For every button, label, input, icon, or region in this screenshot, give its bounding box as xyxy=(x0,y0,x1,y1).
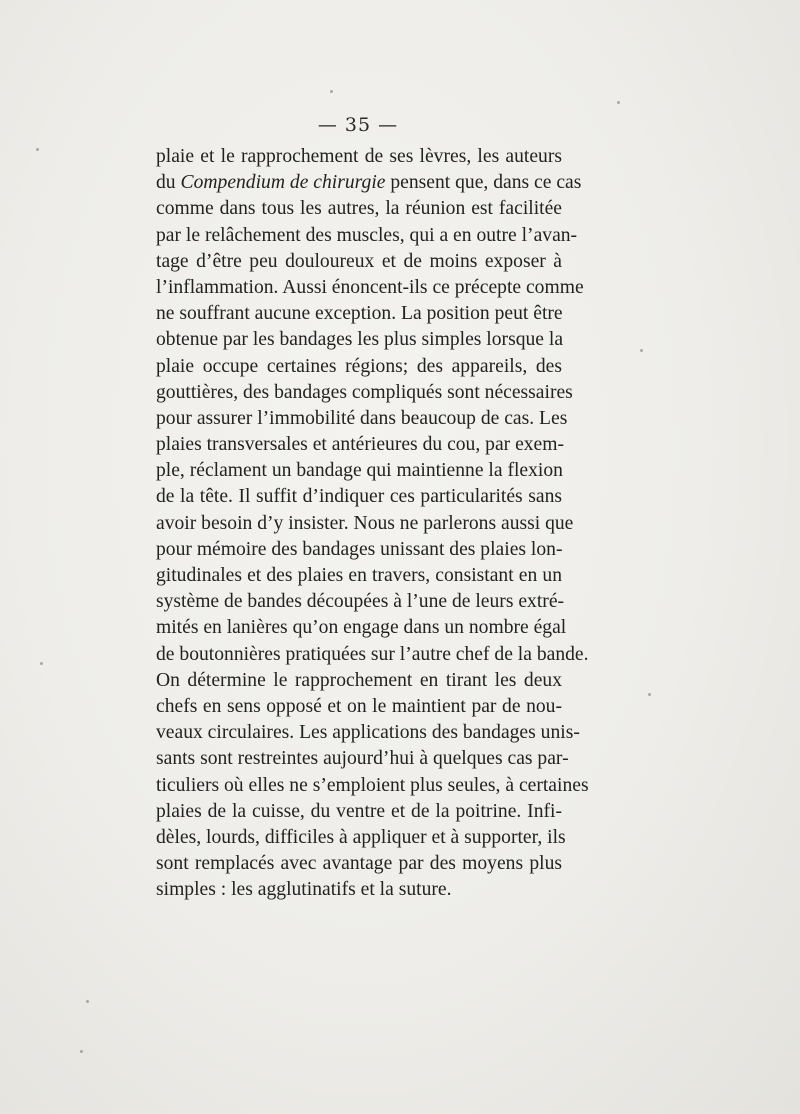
paper-speck xyxy=(330,90,333,93)
paper-speck xyxy=(86,1000,89,1003)
text-line: pour mémoire des bandages unissant des plaies lon- xyxy=(156,538,563,560)
text-line: pour assurer l’immobilité dans beaucoup de cas. Les xyxy=(156,407,568,429)
text-line: mités en lanières qu’on engage dans un nombre égal xyxy=(156,617,567,639)
text-line: l’inflammation. Aussi énoncent-ils ce précepte comme xyxy=(156,276,584,298)
text-line: de la tête. Il suffit d’indiquer ces particularités sans xyxy=(156,486,562,508)
text-line: dèles, lourds, difficiles à appliquer et à supporter, ils xyxy=(156,826,566,848)
paper-speck xyxy=(40,662,43,665)
paper-speck xyxy=(80,1050,83,1053)
text-line: plaie occupe certaines régions; des appareils, des xyxy=(156,355,562,377)
text-line: sants sont restreintes aujourd’hui à quelques cas par- xyxy=(156,748,569,770)
text-line: tage d’être peu douloureux et de moins exposer à xyxy=(156,250,562,272)
text-line: système de bandes découpées à l’une de leurs extré- xyxy=(156,591,565,613)
paper-speck xyxy=(36,148,39,151)
text-line: plaies de la cuisse, du ventre et de la poitrine. Infi- xyxy=(156,800,562,822)
paper-speck xyxy=(640,349,643,352)
text-line: ticuliers où elles ne s’emploient plus seules, à certaines xyxy=(156,774,589,796)
body-text xyxy=(156,144,589,903)
text-line: comme dans tous les autres, la réunion est facilitée xyxy=(156,198,562,220)
text-fragment: du xyxy=(156,172,181,194)
text-line: On détermine le rapprochement en tirant les deux xyxy=(156,669,562,691)
text-line-last: simples : les agglutinatifs et la suture. xyxy=(156,879,452,901)
text-line: par le relâchement des muscles, qui a en outre l’avan- xyxy=(156,224,578,246)
text-line: obtenue par les bandages les plus simples lorsque la xyxy=(156,329,564,351)
book-title-italic: Compendium de chirurgie xyxy=(180,172,386,194)
text-line: veaux circulaires. Les applications des bandages unis- xyxy=(156,722,580,744)
text-line xyxy=(156,170,582,196)
text-line: plaie et le rapprochement de ses lèvres, les auteurs xyxy=(156,146,562,167)
page-number: — 35 — xyxy=(317,114,399,136)
paper-speck xyxy=(648,693,651,696)
text-line: gouttières, des bandages compliqués sont nécessaires xyxy=(156,381,573,403)
text-line: sont remplacés avec avantage par des moyens plus xyxy=(156,853,562,875)
text-line: ne souffrant aucune exception. La position peut être xyxy=(156,303,563,325)
text-line: plaies transversales et antérieures du cou, par exem- xyxy=(156,434,565,456)
text-line: de boutonnières pratiquées sur l’autre chef de la bande. xyxy=(156,643,589,665)
paper-speck xyxy=(617,101,620,104)
text-line: chefs en sens opposé et on le maintient par de nou- xyxy=(156,695,562,717)
text-line: ple, réclament un bandage qui maintienne la flexion xyxy=(156,460,563,482)
text-line: avoir besoin d’y insister. Nous ne parlerons aussi que xyxy=(156,512,574,534)
text-line: gitudinales et des plaies en travers, consistant en un xyxy=(156,565,562,586)
text-fragment: pensent que, dans ce cas xyxy=(385,172,582,194)
